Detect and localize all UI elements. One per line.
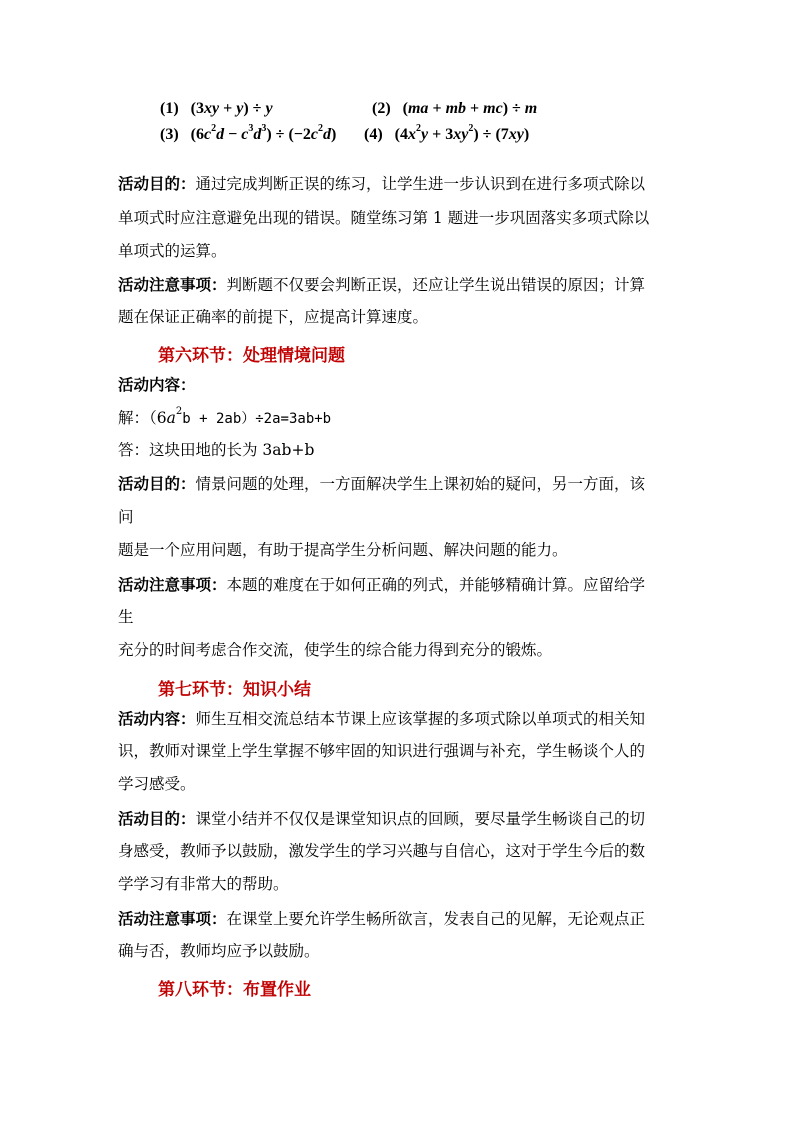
paragraph-line: 识，教师对课堂上学生掌握不够牢固的知识进行强调与补充，学生畅谈个人的 xyxy=(118,742,646,760)
paragraph-line: 确与否，教师均应予以鼓励。 xyxy=(118,942,320,960)
paragraph-line: 活动目的：情景问题的处理，一方面解决学生上课初始的疑问，另一方面，该 xyxy=(118,474,646,493)
equation-3: (3) $(6c^2d - c^3d^3) \div (-2c^2d)$ xyxy=(160,122,337,143)
equation-1: (1) (3xy + y) ÷ y xyxy=(160,100,273,117)
section-heading-8: 第八环节：布置作业 xyxy=(158,980,311,1000)
equation-4: (4) $(4x^2y + 3xy^2) \div (7xy)$ xyxy=(364,122,530,143)
paragraph-line: 身感受，教师予以鼓励，激发学生的学习兴趣与自信心，这对于学生今后的数 xyxy=(118,842,646,860)
paragraph-line: 生 xyxy=(118,608,134,626)
paragraph-line: 活动注意事项：判断题不仅要会判断正误，还应让学生说出错误的原因；计算 xyxy=(118,275,646,294)
paragraph-line: 题在保证正确率的前提下，应提高计算速度。 xyxy=(118,308,429,326)
paragraph-line: 学习感受。 xyxy=(118,775,196,793)
activity-notes-label: 活动注意事项： xyxy=(118,275,227,294)
activity-purpose-label: 活动目的： xyxy=(118,174,196,193)
section-heading-7: 第七环节：知识小结 xyxy=(158,680,311,700)
section-heading-6: 第六环节：处理情境问题 xyxy=(158,346,345,366)
paragraph-line: 活动内容：师生互相交流总结本节课上应该掌握的多项式除以单项式的相关知 xyxy=(118,709,646,728)
paragraph-line: 活动注意事项：在课堂上要允许学生畅所欲言，发表自己的见解，无论观点正 xyxy=(118,909,646,928)
paragraph-line: 活动目的：课堂小结并不仅仅是课堂知识点的回顾，要尽量学生畅谈自己的切 xyxy=(118,809,646,828)
equation-2: (2) (ma + mb + mc) ÷ m xyxy=(372,100,538,117)
paragraph-line: 充分的时间考虑合作交流，使学生的综合能力得到充分的锻炼。 xyxy=(118,641,553,659)
paragraph-line: 单项式时应注意避免出现的错误。随堂练习第 1 题进一步巩固落实多项式除以 xyxy=(118,209,650,227)
paragraph-line: 活动目的：通过完成判断正误的练习，让学生进一步认识到在进行多项式除以 xyxy=(118,174,646,193)
paragraph-line: 单项式的运算。 xyxy=(118,242,227,260)
paragraph-line: 问 xyxy=(118,508,134,526)
paragraph-line: 活动注意事项：本题的难度在于如何正确的列式，并能够精确计算。应留给学 xyxy=(118,575,646,594)
activity-content-label: 活动内容： xyxy=(118,375,196,394)
paragraph-line: 学学习有非常大的帮助。 xyxy=(118,875,289,893)
paragraph-line: 题是一个应用问题，有助于提高学生分析问题、解决问题的能力。 xyxy=(118,541,568,559)
answer-line: 答：这块田地的长为 3ab+b xyxy=(118,441,315,459)
solution-line: 解：$(6a^2b + 2ab)\div 2a=3ab+b$ xyxy=(118,406,332,427)
